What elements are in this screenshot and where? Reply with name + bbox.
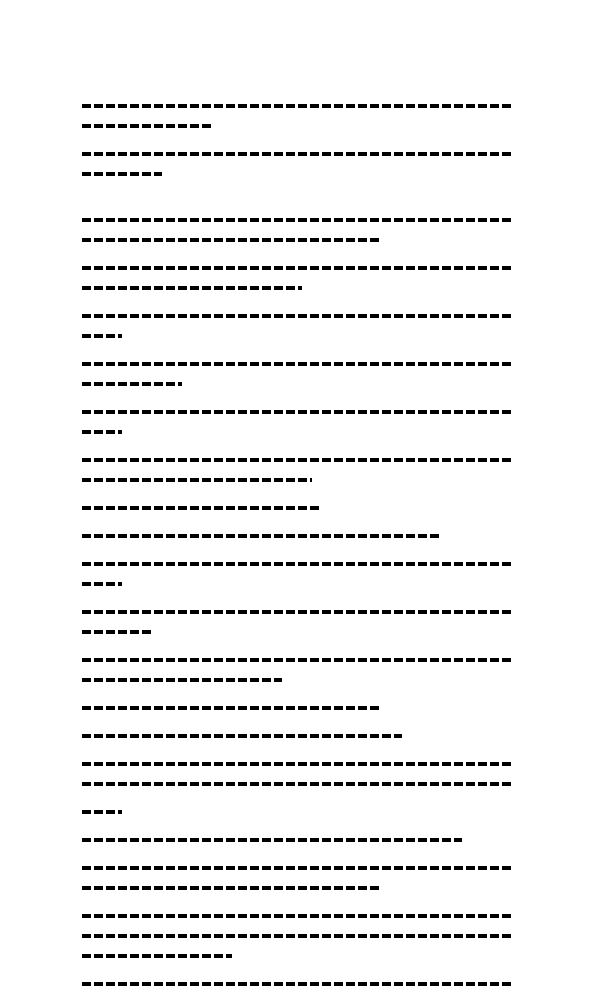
paragraph: [82, 863, 514, 903]
redacted-text-line: [82, 235, 382, 245]
redacted-text-line: [82, 931, 514, 941]
redacted-text-line: [82, 883, 382, 893]
redacted-text-line: [82, 215, 514, 225]
redacted-text-line: [82, 379, 182, 389]
paragraph: [82, 607, 514, 647]
redacted-text-line: [82, 503, 322, 513]
redacted-text-line: [82, 311, 514, 321]
redacted-text-line: [82, 331, 122, 341]
redacted-text-line: [82, 121, 212, 131]
redacted-text-line: [82, 655, 514, 665]
paragraph: [82, 149, 514, 189]
redacted-text-line: [82, 455, 514, 465]
paragraph: [82, 979, 514, 999]
redacted-text-line: [82, 863, 514, 873]
redacted-text-line: [82, 951, 232, 961]
redacted-text-line: [82, 359, 514, 369]
paragraph: [82, 731, 514, 751]
redacted-text-line: [82, 779, 514, 789]
paragraph: [82, 263, 514, 303]
redacted-text-line: [82, 531, 442, 541]
paragraph: [82, 807, 514, 827]
redacted-text-line: [82, 979, 514, 989]
redacted-text-line: [82, 427, 122, 437]
paragraph: [82, 503, 514, 523]
paragraph: [82, 407, 514, 447]
redacted-text-line: [82, 149, 514, 159]
redacted-text-line: [82, 675, 282, 685]
paragraph: [82, 101, 514, 141]
redacted-text-line: [82, 703, 382, 713]
paragraph: [82, 911, 514, 971]
paragraph: [82, 455, 514, 495]
paragraph: [82, 703, 514, 723]
paragraph: [82, 559, 514, 599]
redacted-text-line: [82, 835, 462, 845]
redacted-text-line: [82, 169, 162, 179]
redacted-text-line: [82, 283, 302, 293]
redacted-text-line: [82, 607, 514, 617]
redacted-text-line: [82, 407, 514, 417]
paragraph: [82, 215, 514, 255]
redacted-text-line: [82, 627, 152, 637]
redacted-text-line: [82, 559, 514, 569]
redacted-text-line: [82, 759, 514, 769]
redacted-text-line: [82, 263, 514, 273]
redacted-text-line: [82, 911, 514, 921]
paragraph: [82, 359, 514, 399]
paragraph: [82, 759, 514, 799]
redacted-text-line: [82, 579, 122, 589]
paragraph: [82, 311, 514, 351]
paragraph: [82, 655, 514, 695]
paragraph: [82, 835, 514, 855]
redacted-text-line: [82, 731, 402, 741]
redacted-text-line: [82, 475, 312, 485]
paragraph: [82, 531, 514, 551]
redacted-text-line: [82, 807, 122, 817]
redacted-text-line: [82, 101, 514, 111]
